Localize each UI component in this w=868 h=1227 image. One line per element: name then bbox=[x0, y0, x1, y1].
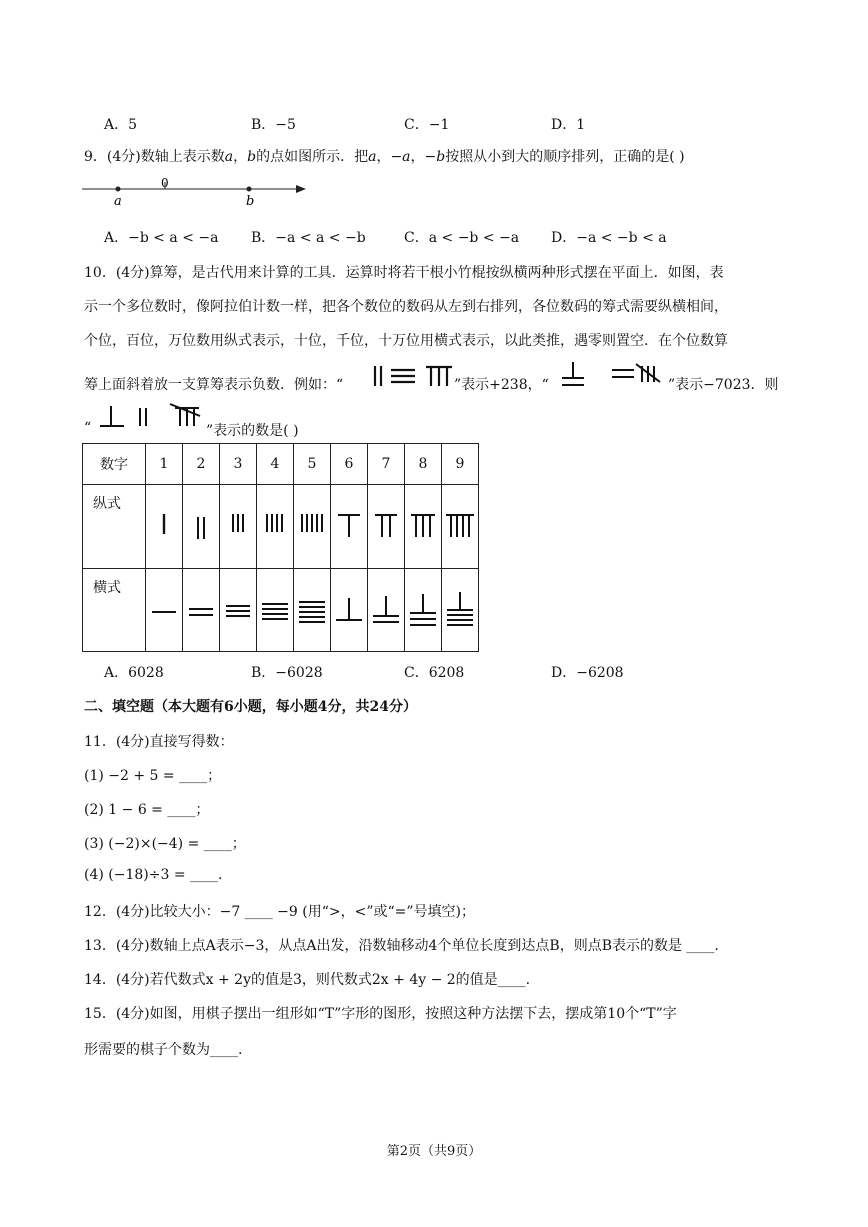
q8-option-c: C．−1 bbox=[404, 117, 450, 133]
point-a bbox=[116, 187, 121, 192]
horizontal-rod-4 bbox=[257, 569, 294, 652]
q11-part2: (2) 1 − 6 = ____； bbox=[84, 802, 210, 818]
horizontal-rod-9 bbox=[442, 569, 479, 652]
vertical-rod-7 bbox=[368, 485, 405, 569]
rod-question-number bbox=[96, 402, 208, 432]
horizontal-rod-3 bbox=[220, 569, 257, 652]
q8-option-b: B．−5 bbox=[251, 117, 296, 133]
horizontal-rod-7 bbox=[368, 569, 405, 652]
q10-line2: 示一个多位数时，像阿拉伯计数一样，把各个数位的数码从左到右排列，各位数码的筹式需要纵横相间， bbox=[84, 299, 728, 315]
digit-7: 7 bbox=[368, 444, 405, 485]
number-line-figure bbox=[80, 176, 320, 210]
vertical-rod-5 bbox=[294, 485, 331, 569]
q8-option-a: A．5 bbox=[104, 117, 138, 133]
row-label-vertical: 纵式 bbox=[83, 485, 146, 569]
label-zero: 0 bbox=[161, 176, 169, 190]
q12: 12．(4分)比较大小：−7 ____ −9 (用“>，<”或“=”号填空)； bbox=[84, 904, 476, 920]
section-heading: 二、填空题（本大题有6小题，每小题4分，共24分） bbox=[84, 699, 417, 715]
q10-line5b: ”表示的数是( ) bbox=[206, 423, 299, 439]
label-b: b bbox=[246, 194, 255, 209]
q15-line2: 形需要的棋子个数为____. bbox=[84, 1042, 243, 1058]
point-b bbox=[247, 187, 252, 192]
table-row-digits bbox=[83, 444, 479, 485]
counting-rods-table bbox=[82, 443, 479, 652]
q10-line5a: “ bbox=[84, 420, 92, 436]
vertical-rod-3 bbox=[220, 485, 257, 569]
horizontal-rod-2 bbox=[183, 569, 220, 652]
q11-stem: 11．(4分)直接写得数： bbox=[84, 734, 234, 750]
vertical-rod-4 bbox=[257, 485, 294, 569]
vertical-rod-6 bbox=[331, 485, 368, 569]
q10-option-b: B．−6028 bbox=[251, 665, 323, 681]
horizontal-rod-6 bbox=[331, 569, 368, 652]
horizontal-rod-5 bbox=[294, 569, 331, 652]
q9-option-b: B．−a < a < −b bbox=[251, 230, 366, 246]
table-row-horizontal bbox=[83, 569, 479, 652]
label-a: a bbox=[114, 194, 122, 209]
q13: 13．(4分)数轴上点A表示−3，从点A出发，沿数轴移动4个单位长度到达点B，则点B表示的数是 ____. bbox=[84, 938, 719, 954]
rod-example-238 bbox=[372, 364, 458, 390]
row-label-horizontal: 横式 bbox=[83, 569, 146, 652]
vertical-rod-2 bbox=[183, 485, 220, 569]
q11-part3: (3) (−2)×(−4) = ____； bbox=[84, 836, 246, 852]
digit-9: 9 bbox=[442, 444, 479, 485]
q9-stem: 9．(4分)数轴上表示数a，b的点如图所示．把a，−a，−b按照从小到大的顺序排列，正确的是( ) bbox=[84, 149, 685, 165]
q10-option-a: A．6028 bbox=[104, 665, 164, 681]
digit-5: 5 bbox=[294, 444, 331, 485]
q10-option-c: C．6208 bbox=[404, 665, 465, 681]
digit-4: 4 bbox=[257, 444, 294, 485]
horizontal-rod-1 bbox=[146, 569, 183, 652]
vertical-rod-9 bbox=[442, 485, 479, 569]
q10-line3: 个位，百位，万位数用纵式表示，十位，千位，十万位用横式表示，以此类推，遇零则置空．在个位数算 bbox=[84, 333, 728, 349]
page-footer: 第2页（共9页） bbox=[386, 1144, 482, 1159]
q11-part1: (1) −2 + 5 = ____； bbox=[84, 768, 222, 784]
q14: 14．(4分)若代数式x + 2y的值是3，则代数式2x + 4y − 2的值是____. bbox=[84, 972, 531, 988]
horizontal-rod-8 bbox=[405, 569, 442, 652]
q9-option-a: A．−b < a < −a bbox=[104, 230, 219, 246]
digit-1: 1 bbox=[146, 444, 183, 485]
vertical-rod-8 bbox=[405, 485, 442, 569]
q9-option-d: D．−a < −b < a bbox=[551, 230, 667, 246]
q9-option-c: C．a < −b < −a bbox=[404, 230, 520, 246]
q11-part4: (4) (−18)÷3 = ____. bbox=[84, 867, 223, 883]
table-header: 数字 bbox=[83, 444, 146, 485]
q10-line1: 10．(4分)算筹，是古代用来计算的工具．运算时将若干根小竹棍按纵横两种形式摆在平面上．如图，表 bbox=[84, 265, 724, 281]
q10-line4c: ”表示−7023．则 bbox=[668, 377, 779, 393]
q10-line4b: ”表示+238，“ bbox=[454, 377, 549, 393]
q10-line4a: 筹上面斜着放一支算筹表示负数．例如：“ bbox=[84, 377, 344, 393]
digit-2: 2 bbox=[183, 444, 220, 485]
q15-line1: 15．(4分)如图，用棋子摆出一组形如“T”字形的图形，按照这种方法摆下去，摆成第10个“T”字 bbox=[84, 1006, 677, 1022]
q10-option-d: D．−6208 bbox=[551, 665, 624, 681]
q8-option-d: D．1 bbox=[551, 117, 586, 133]
digit-6: 6 bbox=[331, 444, 368, 485]
table-row-vertical bbox=[83, 485, 479, 569]
rod-example-neg7023 bbox=[560, 360, 668, 390]
vertical-rod-1 bbox=[146, 485, 183, 569]
digit-8: 8 bbox=[405, 444, 442, 485]
digit-3: 3 bbox=[220, 444, 257, 485]
